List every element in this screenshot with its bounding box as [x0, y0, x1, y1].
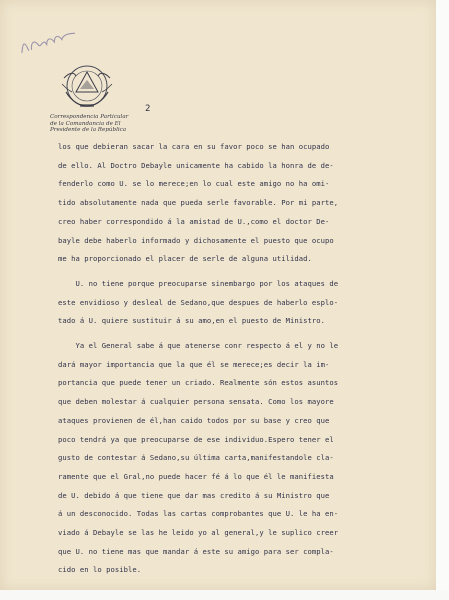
text-line: tido absolutamente nada que pueda serle favorable. Por mi parte,: [58, 198, 339, 208]
text-line: fenderlo como U. se lo merece;en lo cual este amigo no ha omi-: [58, 179, 330, 189]
text-line: de ello. Al Doctro Debayle unicamente ha cabido la honra de de-: [58, 160, 334, 170]
text-line: Ya el General sabe á que atenerse conr respecto á el y no le: [58, 341, 339, 351]
page-margin: [0, 590, 449, 600]
handwritten-annotation: [16, 21, 80, 62]
paragraph: [58, 337, 420, 580]
text-line: los que debieran sacar la cara en su favor poco se han ocupado: [58, 142, 330, 151]
text-line: portancia que puede tener un criado. Realmente són estos asuntos: [58, 378, 339, 388]
text-line: de U. debido á que tiene que dar mas credito á su Ministro que: [58, 490, 330, 500]
text-line: poco tendrá ya que preocuparse de ese individuo.Espero tener el: [58, 434, 334, 444]
paragraph: [58, 275, 420, 331]
text-line: ataques provienen de él,han caido todos por su base y creo que: [58, 415, 330, 425]
text-line: á un desconocido. Todas las cartas comprobantes que U. le ha en-: [58, 509, 339, 519]
text-line: U. no tiene porque preocuparse sinembargo por los ataques de: [58, 278, 339, 288]
text-line: gusto de contestar á Sedano,su última carta,manifestandole cla-: [58, 453, 334, 463]
letter-body: [58, 138, 420, 586]
letterhead-line: Correspondencia Particular: [50, 114, 129, 120]
text-line: bayle debe haberlo informado y dichosamente el puesto que ocupo: [58, 235, 334, 245]
text-line: me ha proporcionado el placer de serle de alguna utilidad.: [58, 254, 312, 264]
paragraph: [58, 138, 420, 269]
text-line: viado á Debayle se las he leido yo al general,y le suplico creer: [58, 528, 339, 538]
text-line: creo haber correspondido á la amistad de U.,como el doctor De-: [58, 216, 330, 226]
text-line: cido en lo posible.: [58, 565, 142, 575]
text-line: dará mayor importancia que la que él se merece;es decir la im-: [58, 359, 330, 369]
letterhead: [50, 114, 160, 134]
text-line: este envidioso y desleal de Sedano,que despues de haberlo esplo-: [58, 297, 339, 307]
page-number: 2: [145, 104, 151, 114]
coat-of-arms-seal-icon: [58, 62, 116, 112]
letterhead-line: Presidente de la República: [50, 127, 127, 134]
text-line: tado á U. quiere sustituir á su amo,en el puesto de Ministro.: [58, 316, 326, 326]
text-line: ramente que el Gral,no puede hacer fé á lo que él le manifiesta: [58, 471, 334, 481]
letterhead-line: de la Comandancia de El: [50, 120, 121, 127]
page-margin: [436, 0, 449, 600]
text-line: que U. no tiene mas que mandar á este su amigo para ser compla-: [58, 546, 334, 556]
text-line: que deben molestar á cualquier persona sensata. Como los mayore: [58, 397, 334, 407]
